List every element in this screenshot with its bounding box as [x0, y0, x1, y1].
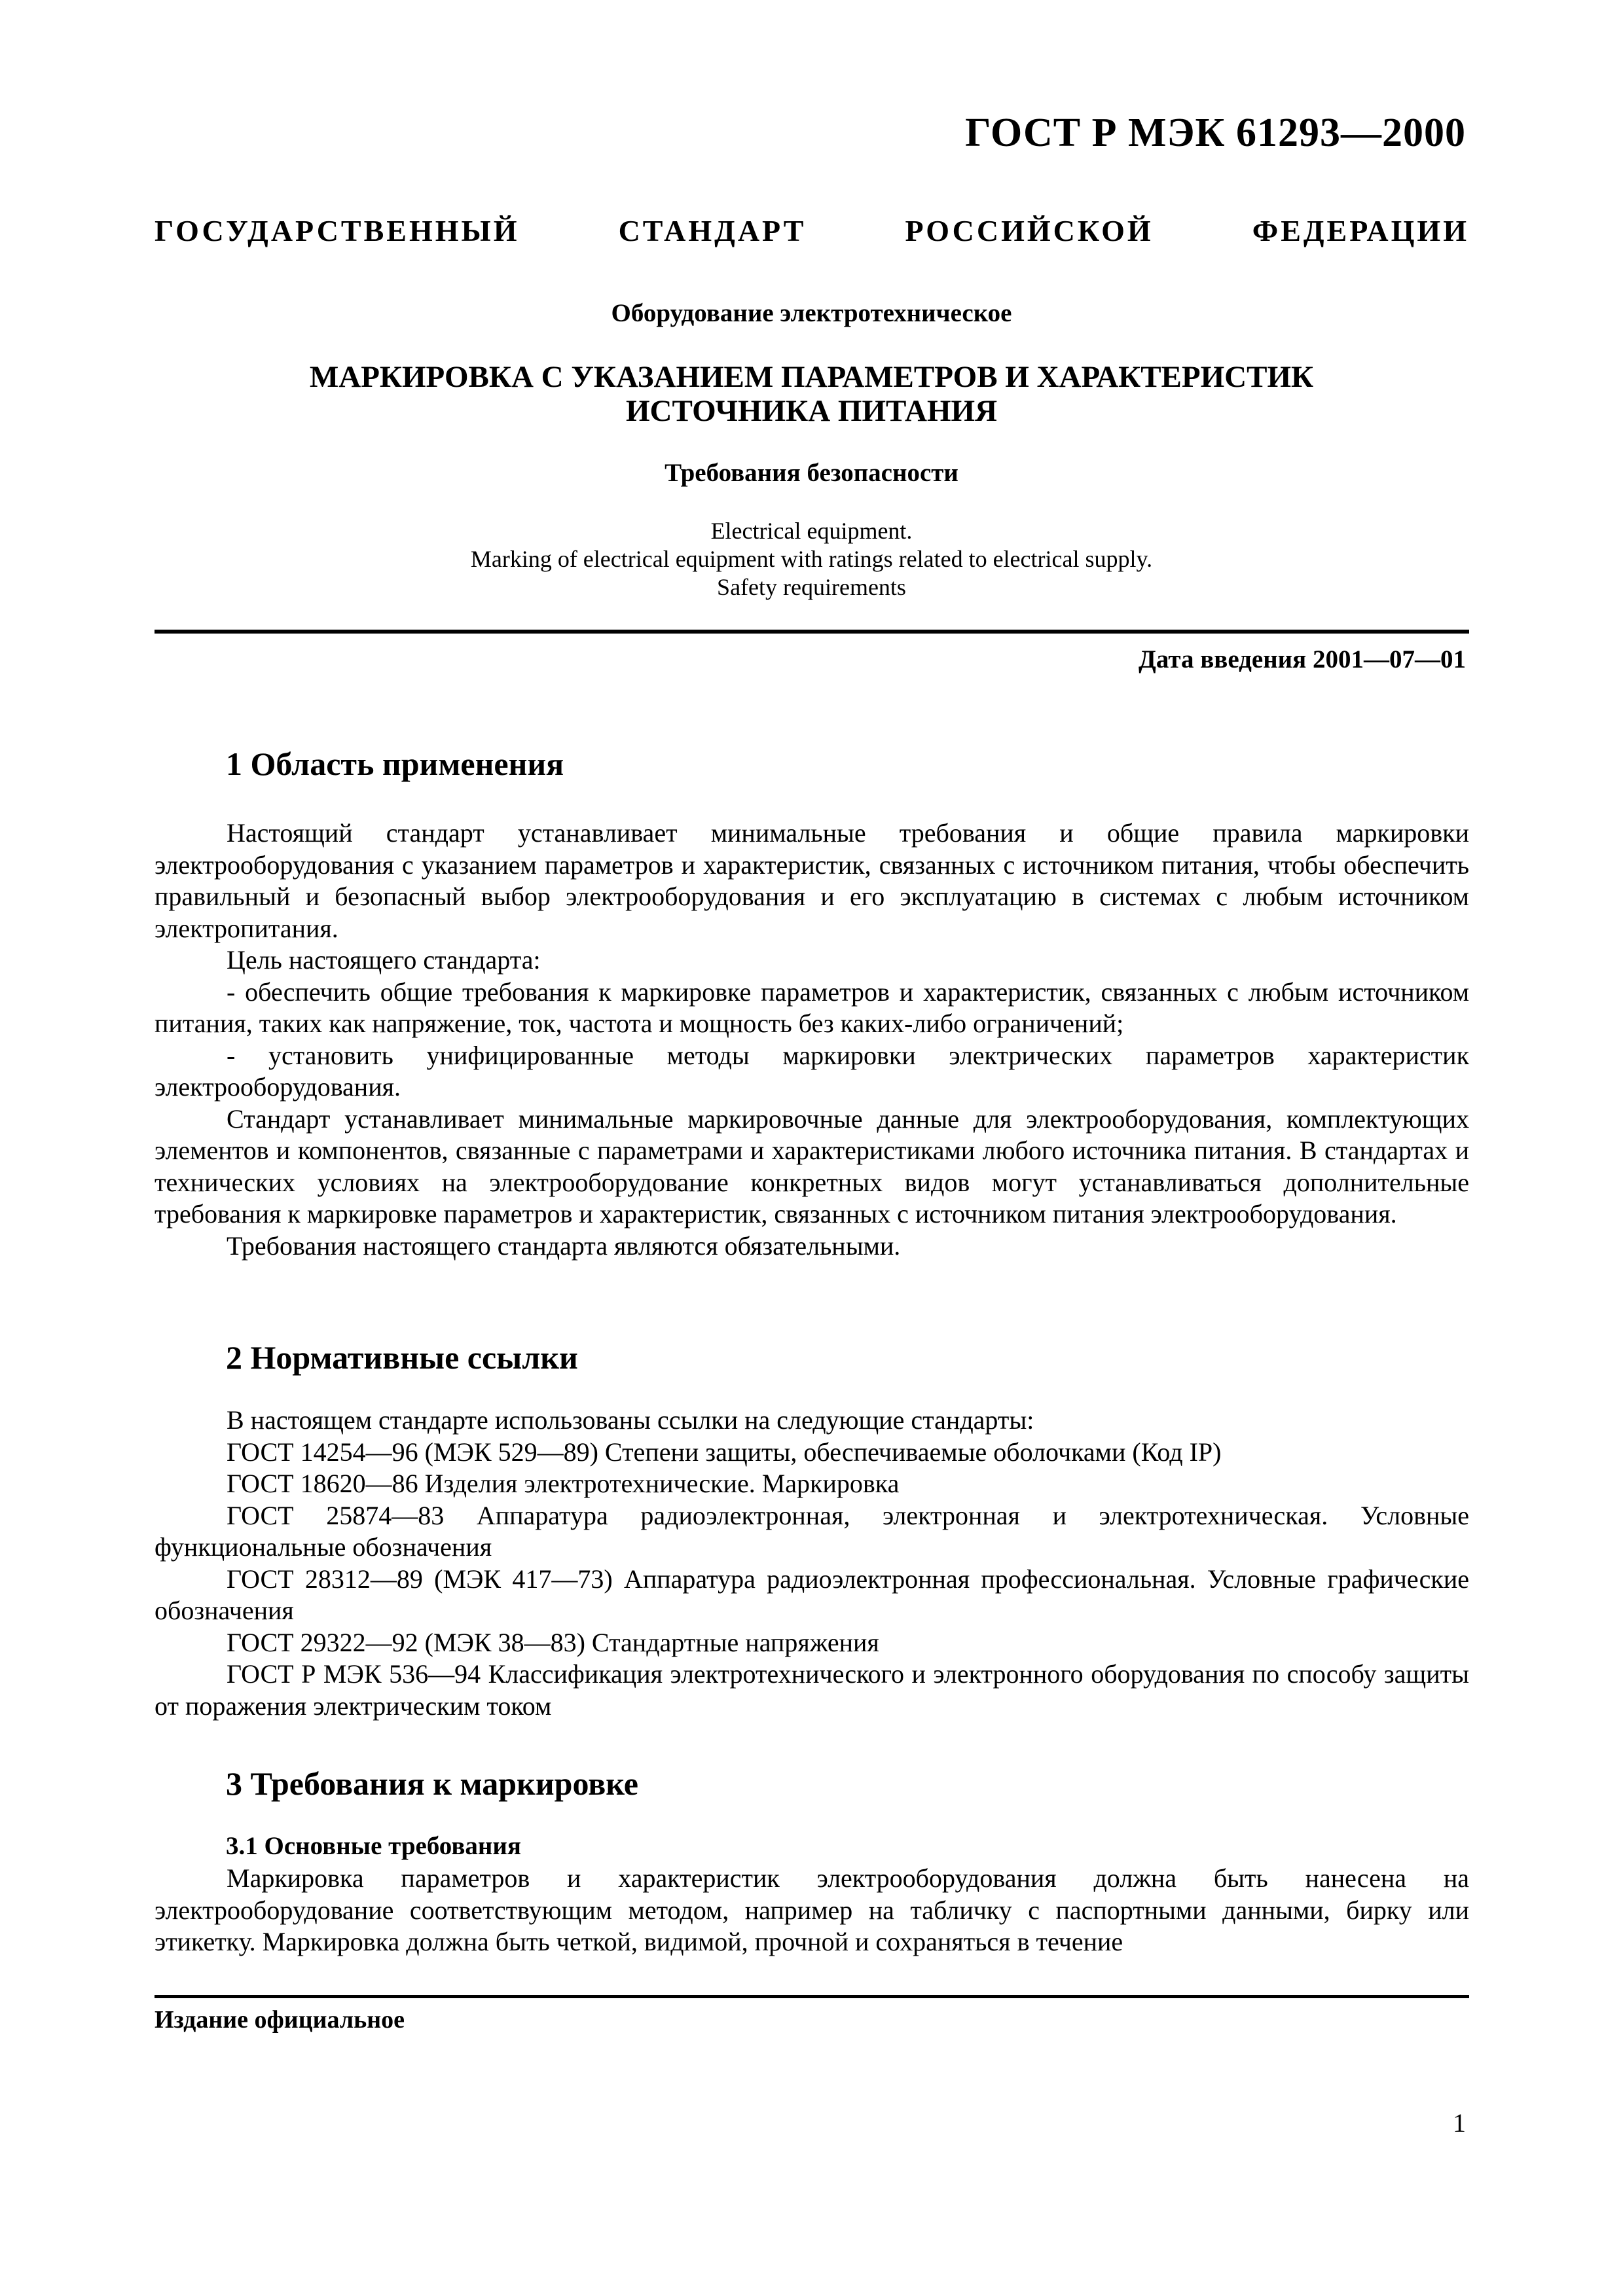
state-standard-banner: ГОСУДАРСТВЕННЫЙ СТАНДАРТ РОССИЙСКОЙ ФЕДЕРАЦИИ [155, 214, 1469, 247]
main-title [0, 360, 1623, 428]
reference-item: ГОСТ 18620—86 Изделия электротехнические. Маркировка [227, 1469, 900, 1498]
paragraph: Маркировка параметров и характеристик электрооборудования должна быть нанесена на электрооборудование соответствующим методом, например на табличку с паспортными данными, бирку или этикетку. Маркировка должна быть четкой, видимой, прочной и сохраняться в течение [155, 1863, 1469, 1956]
reference-item: ГОСТ Р МЭК 536—94 Классификация электротехнического и электронного оборудования по способу защиты от поражения электрическим током [155, 1659, 1469, 1721]
bullet-item: - обеспечить общие требования к маркировке параметров и характеристик, связанных с любым источником питания, таких как напряжение, ток, частота и мощность без каких-либо ограничений; [155, 977, 1469, 1038]
reference-item: ГОСТ 25874—83 Аппаратура радиоэлектронная, электронная и электротехническая. Условные функциональные обозначения [155, 1500, 1469, 1562]
introduction-date: Дата введения 2001—07—01 [1139, 645, 1466, 673]
section-heading-normative-references: 2 Нормативные ссылки [226, 1339, 578, 1376]
paragraph: Настоящий стандарт устанавливает минимальные требования и общие правила маркировки электрооборудования с указанием параметров и характеристик, связанных с источником питания, чтобы обеспечить правильный и безопасный выбор электрооборудования и его эксплуатацию в системах с любым источником электропитания. [155, 818, 1469, 943]
paragraph: В настоящем стандарте использованы ссылки на следующие стандарты: [227, 1405, 1034, 1435]
subsection-heading-basic-requirements: 3.1 Основные требования [226, 1832, 521, 1860]
paragraph: Цель настоящего стандарта: [227, 945, 541, 975]
english-title [0, 517, 1623, 601]
title-divider [155, 630, 1469, 634]
english-title-line-3: Safety requirements [717, 574, 906, 600]
section-body-scope [155, 817, 1469, 1262]
official-edition-label: Издание официальное [155, 2006, 405, 2034]
reference-item: ГОСТ 28312—89 (МЭК 417—73) Аппаратура радиоэлектронная профессиональная. Условные графические обозначения [155, 1564, 1469, 1625]
section-heading-marking-requirements: 3 Требования к маркировке [226, 1765, 638, 1802]
paragraph: Стандарт устанавливает минимальные маркировочные данные для электрооборудования, комплектующих элементов и компонентов, связанные с параметрами и характеристиками любого источника питания. В стандартах и технических условиях на электрооборудование конкретных видов могут устанавливаться дополнительные требования к маркировке параметров и характеристик, связанных с источником питания электрооборудования. [155, 1103, 1469, 1229]
reference-item: ГОСТ 14254—96 (МЭК 529—89) Степени защиты, обеспечиваемые оболочками (Код IP) [227, 1437, 1222, 1467]
requirements-title: Требования безопасности [665, 459, 958, 487]
reference-item: ГОСТ 29322—92 (МЭК 38—83) Стандартные напряжения [227, 1627, 879, 1657]
footer-divider [155, 1995, 1469, 1998]
bullet-item: - установить унифицированные методы маркировки электрических параметров характеристик электрооборудования. [155, 1040, 1469, 1102]
main-title-line-2: ИСТОЧНИКА ПИТАНИЯ [625, 394, 998, 428]
paragraph: Требования настоящего стандарта являются обязательными. [227, 1230, 901, 1261]
section-body-normative-references [155, 1405, 1469, 1722]
english-title-line-2: Marking of electrical equipment with ratings related to electrical supply. [470, 546, 1153, 572]
page-number: 1 [1453, 2108, 1466, 2138]
document-subtitle: Оборудование электротехническое [611, 299, 1012, 327]
document-number: ГОСТ Р МЭК 61293—2000 [965, 111, 1466, 155]
section-body-basic-requirements [155, 1863, 1469, 1958]
section-heading-scope: 1 Область применения [226, 745, 564, 782]
english-title-line-1: Electrical equipment. [710, 518, 913, 544]
main-title-line-1: МАРКИРОВКА С УКАЗАНИЕМ ПАРАМЕТРОВ И ХАРАКТЕРИСТИК [309, 360, 1314, 394]
